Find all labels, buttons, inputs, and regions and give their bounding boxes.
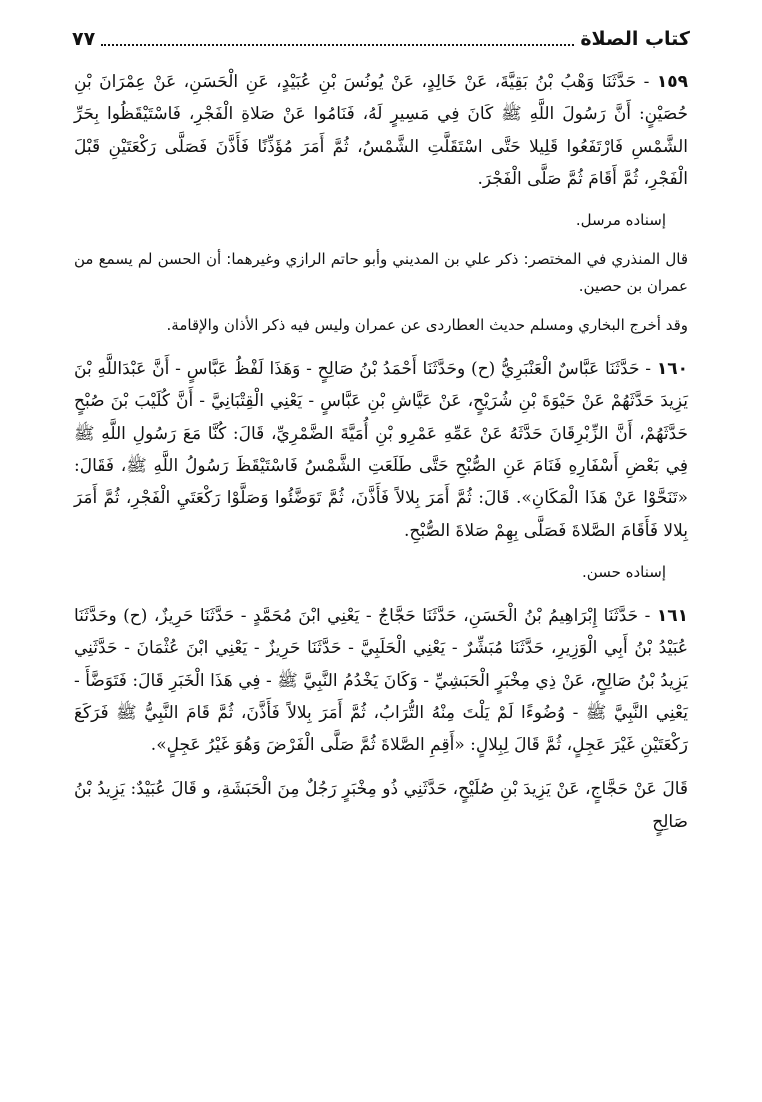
hadith-number: ١٦١ bbox=[656, 605, 688, 626]
mundhiri-note: قال المنذري في المختصر: ذكر علي بن المديني وأبو حاتم الرازي وغيرهما: أن الحسن لم يسمع من عمران بن حصين. bbox=[74, 250, 688, 296]
hadith-159 bbox=[74, 66, 688, 195]
hadith-text: - حَدَّثَنَا إِبْرَاهِيمُ بْنُ الْحَسَنِ، حَدَّثَنَا حَجَّاجٌ - يَعْنِي ابْنَ مُحَمَّدٍ - حَدَّثَنَا حَرِيزٌ، (ح) وحَدَّثَنَا عُبَيْدُ بْنُ أَبِي الْوَزِيرِ، حَدَّثَنَا مُبَشِّرٌ - يَعْنِي الْحَلَبِيَّ - حَدَّثَنَا حَرِيزٌ - يَعْنِي ابْنَ عُثْمَانَ - حَدَّثَنِي يَزِيدُ بْنُ صَالِحٍ، عَنْ ذِي مِخْبَرٍ الْحَبَشِيِّ - وَكَانَ يَخْدُمُ النَّبِيَّ ﷺ - فِي هَذَا الْخَبَرِ قَالَ: فَتَوَضَّأَ - يَعْنِي النَّبِيَّ ﷺ - وُضُوءًا لَمْ يَلْتَ مِنْهُ التُّرَابُ، ثُمَّ أَمَرَ بِلالاً فَأَذَّنَ، ثُمَّ قَامَ النَّبِيُّ ﷺ فَرَكَعَ رَكْعَتَيْنِ غَيْرَ عَجِلٍ، ثُمَّ قَالَ لِبِلالٍ: «أَقِمِ الصَّلاةَ ثُمَّ صَلَّى الْفَرْضَ وَهُوَ غَيْرُ عَجِلٍ». bbox=[74, 605, 688, 756]
hadith-text: - حَدَّثَنَا وَهْبُ بْنُ بَقِيَّةَ، عَنْ خَالِدٍ، عَنْ يُونُسَ بْنِ عُبَيْدٍ، عَنِ الْحَسَنِ، عَنْ عِمْرَانَ بْنِ حُصَيْنٍ: أَنَّ رَسُولَ اللَّهِ ﷺ كَانَ فِي مَسِيرٍ لَهُ، فَنَامُوا عَنْ صَلاةِ الْفَجْرِ، فَاسْتَيْقَظُوا بِحَرِّ الشَّمْسِ فَارْتَفَعُوا قَلِيلا حَتَّى اسْتَقَلَّتِ الشَّمْسُ، ثُمَّ أَمَرَ مُؤَذِّنًا فَأَذَّنَ فَصَلَّى رَكْعَتَيْنِ قَبْلَ الْفَجْرِ، ثُمَّ أَقَامَ ثُمَّ صَلَّى الْفَجْرَ. bbox=[74, 72, 688, 189]
chapter-title: كتاب الصلاة bbox=[580, 28, 690, 50]
page-number: ٧٧ bbox=[72, 28, 96, 50]
running-header bbox=[72, 24, 690, 54]
page-body bbox=[74, 66, 688, 838]
hadith-161 bbox=[74, 600, 688, 761]
takhrij-note: وقد أخرج البخاري ومسلم حديث العطاردى عن عمران وليس فيه ذكر الأذان والإقامة. bbox=[166, 316, 688, 335]
hadith-number: ١٦٠ bbox=[656, 359, 689, 380]
hadith-161-variant-note: قَالَ عَنْ حَجَّاجٍ، عَنْ يَزِيدَ بْنِ صُلَيْحٍ، حَدَّثَنِي ذُو مِخْبَرٍ رَجُلٌ مِنَ الْحَبَشَةِ، و قَالَ عُبَيْدٌ: يَزِيدُ بْنُ صَالِحٍ bbox=[74, 779, 688, 832]
hadith-number: ١٥٩ bbox=[656, 72, 688, 92]
hadith-160 bbox=[74, 353, 688, 547]
isnad-note: إسناده مرسل. bbox=[575, 211, 666, 230]
isnad-note: إسناده حسن. bbox=[582, 562, 666, 581]
header-dotted-leader bbox=[101, 44, 574, 46]
hadith-text: - حَدَّثَنَا عَبَّاسٌ الْعَنْبَرِيُّ (ح) وحَدَّثَنَا أَحْمَدُ بْنُ صَالِحٍ - وَهَذَا لَفْظُ عَبَّاسٍ - أَنَّ عَبْدَاللَّهِ بْنَ يَزِيدَ حَدَّثَهُمْ عَنْ حَيْوَةَ بْنِ شُرَيْحٍ، عَنْ عَيَّاشِ بْنِ عَبَّاسٍ - يَعْنِي الْقِتْبَانِيَّ - أَنَّ كُلَيْبَ بْنَ صُبْحٍ حَدَّثَهُمْ، أَنَّ الزِّبْرِقَانَ حَدَّثَهُ عَنْ عَمِّهِ عَمْرِو بْنِ أُمَيَّةَ الضَّمْرِيِّ، قَالَ: كُنَّا مَعَ رَسُولِ اللَّهِ ﷺ فِي بَعْضِ أَسْفَارِهِ فَنَامَ عَنِ الصُّبْحِ حَتَّى طَلَعَتِ الشَّمْسُ فَاسْتَيْقَظَ رَسُولُ اللَّهِ ﷺ، فَقَالَ: «تَنَحَّوْا عَنْ هَذَا الْمَكَانِ». قَالَ: ثُمَّ أَمَرَ بِلالاً فَأَذَّنَ، ثُمَّ تَوَضَّئُوا وَصَلَّوْا رَكْعَتَيِ الْفَجْرِ، ثُمَّ أَمَرَ بِلالا فَأَقَامَ الصَّلاةَ فَصَلَّى بِهِمْ صَلاةَ الصُّبْحِ. bbox=[74, 359, 688, 541]
